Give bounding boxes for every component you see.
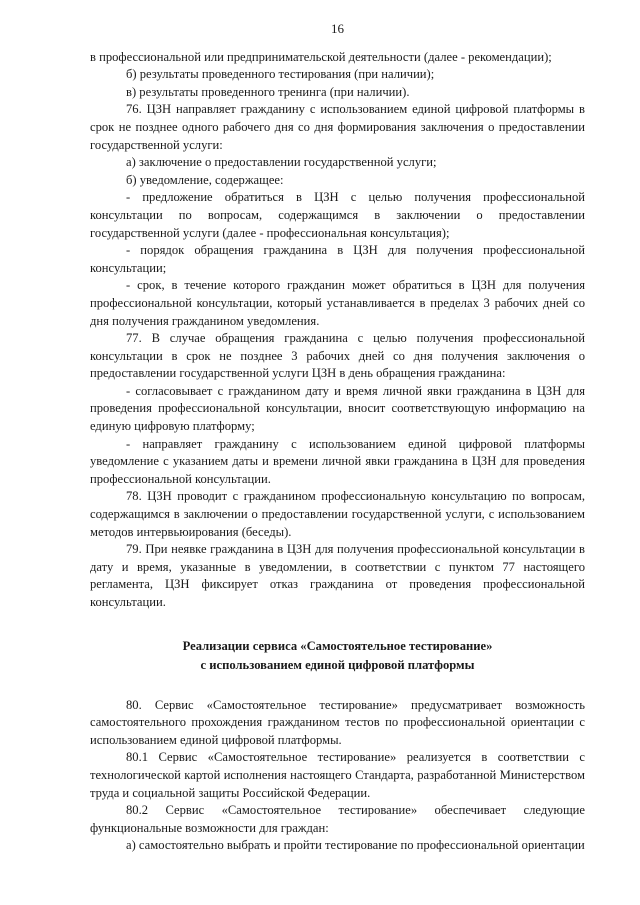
- paragraph: - срок, в течение которого гражданин может обратиться в ЦЗН для получения профессиональной консультации, который устанавливается в пределах 3 рабочих дней со дня получения гражданином уведомления.: [90, 278, 585, 328]
- section-heading-line-1: Реализации сервиса «Самостоятельное тестирование»: [182, 638, 493, 653]
- paragraph: 79. При неявке гражданина в ЦЗН для получения профессиональной консультации в дату и время, указанные в уведомлении, в соответствии с пунктом 77 настоящего регламента, ЦЗН фиксирует отказ гражданина от проведения профессиональной консультации.: [90, 542, 585, 609]
- paragraph: а) самостоятельно выбрать и пройти тестирование по профессиональной ориентации: [126, 838, 585, 853]
- paragraph: 76. ЦЗН направляет гражданину с использованием единой цифровой платформы в срок не позднее одного рабочего дня со дня формирования заключения о предоставлении государственной услуги:: [90, 102, 585, 152]
- paragraph: - направляет гражданину с использованием единой цифровой платформы уведомление с указанием даты и времени личной явки гражданина в ЦЗН для проведения профессиональной консультации.: [90, 436, 585, 486]
- paragraph: 80.2 Сервис «Самостоятельное тестирование» обеспечивает следующие функциональные возможности для граждан:: [90, 803, 585, 835]
- paragraph: б) уведомление, содержащее:: [126, 172, 284, 187]
- paragraph: 80.1 Сервис «Самостоятельное тестирование» реализуется в соответствии с технологической картой исполнения настоящего Стандарта, разработанной Министерством труда и социальной защиты Российской Федерации.: [90, 750, 585, 800]
- paragraph: 80. Сервис «Самостоятельное тестирование» предусматривает возможность самостоятельного прохождения гражданином тестов по профессиональной ориентации с использованием единой цифровой платформы.: [90, 697, 585, 747]
- section-heading: [90, 637, 585, 675]
- paragraph: 77. В случае обращения гражданина с целью получения профессиональной консультации в срок не позднее 3 рабочих дней со дня получения заключения о предоставлении государственной услуги ЦЗН в день обращения гражданина:: [90, 331, 585, 381]
- page-number: 16: [331, 21, 344, 36]
- body-text-after: [90, 697, 585, 855]
- paragraph: в) результаты проведенного тренинга (при наличии).: [126, 84, 410, 99]
- paragraph: 78. ЦЗН проводит с гражданином профессиональную консультацию по вопросам, содержащимся в заключении о предоставлении государственной услуги, с использованием методов интервьюирования (беседы).: [90, 489, 585, 539]
- paragraph: б) результаты проведенного тестирования (при наличии);: [126, 67, 435, 82]
- paragraph: - предложение обратиться в ЦЗН с целью получения профессиональной консультации по вопросам, содержащимся в заключении о предоставлении государственной услуги (далее - профессиональная консультация);: [90, 190, 585, 240]
- paragraph: в профессиональной или предпринимательской деятельности (далее - рекомендации);: [90, 49, 552, 64]
- paragraph: а) заключение о предоставлении государственной услуги;: [126, 155, 437, 170]
- paragraph: - согласовывает с гражданином дату и время личной явки гражданина в ЦЗН для проведения профессиональной консультации, вносит соответствующую информацию на единую цифровую платформу;: [90, 383, 585, 434]
- body-text-before: [90, 49, 585, 612]
- paragraph: - порядок обращения гражданина в ЦЗН для получения профессиональной консультации;: [90, 243, 585, 275]
- document-page: [90, 20, 585, 855]
- section-heading-line-2: с использованием единой цифровой платформы: [200, 657, 475, 672]
